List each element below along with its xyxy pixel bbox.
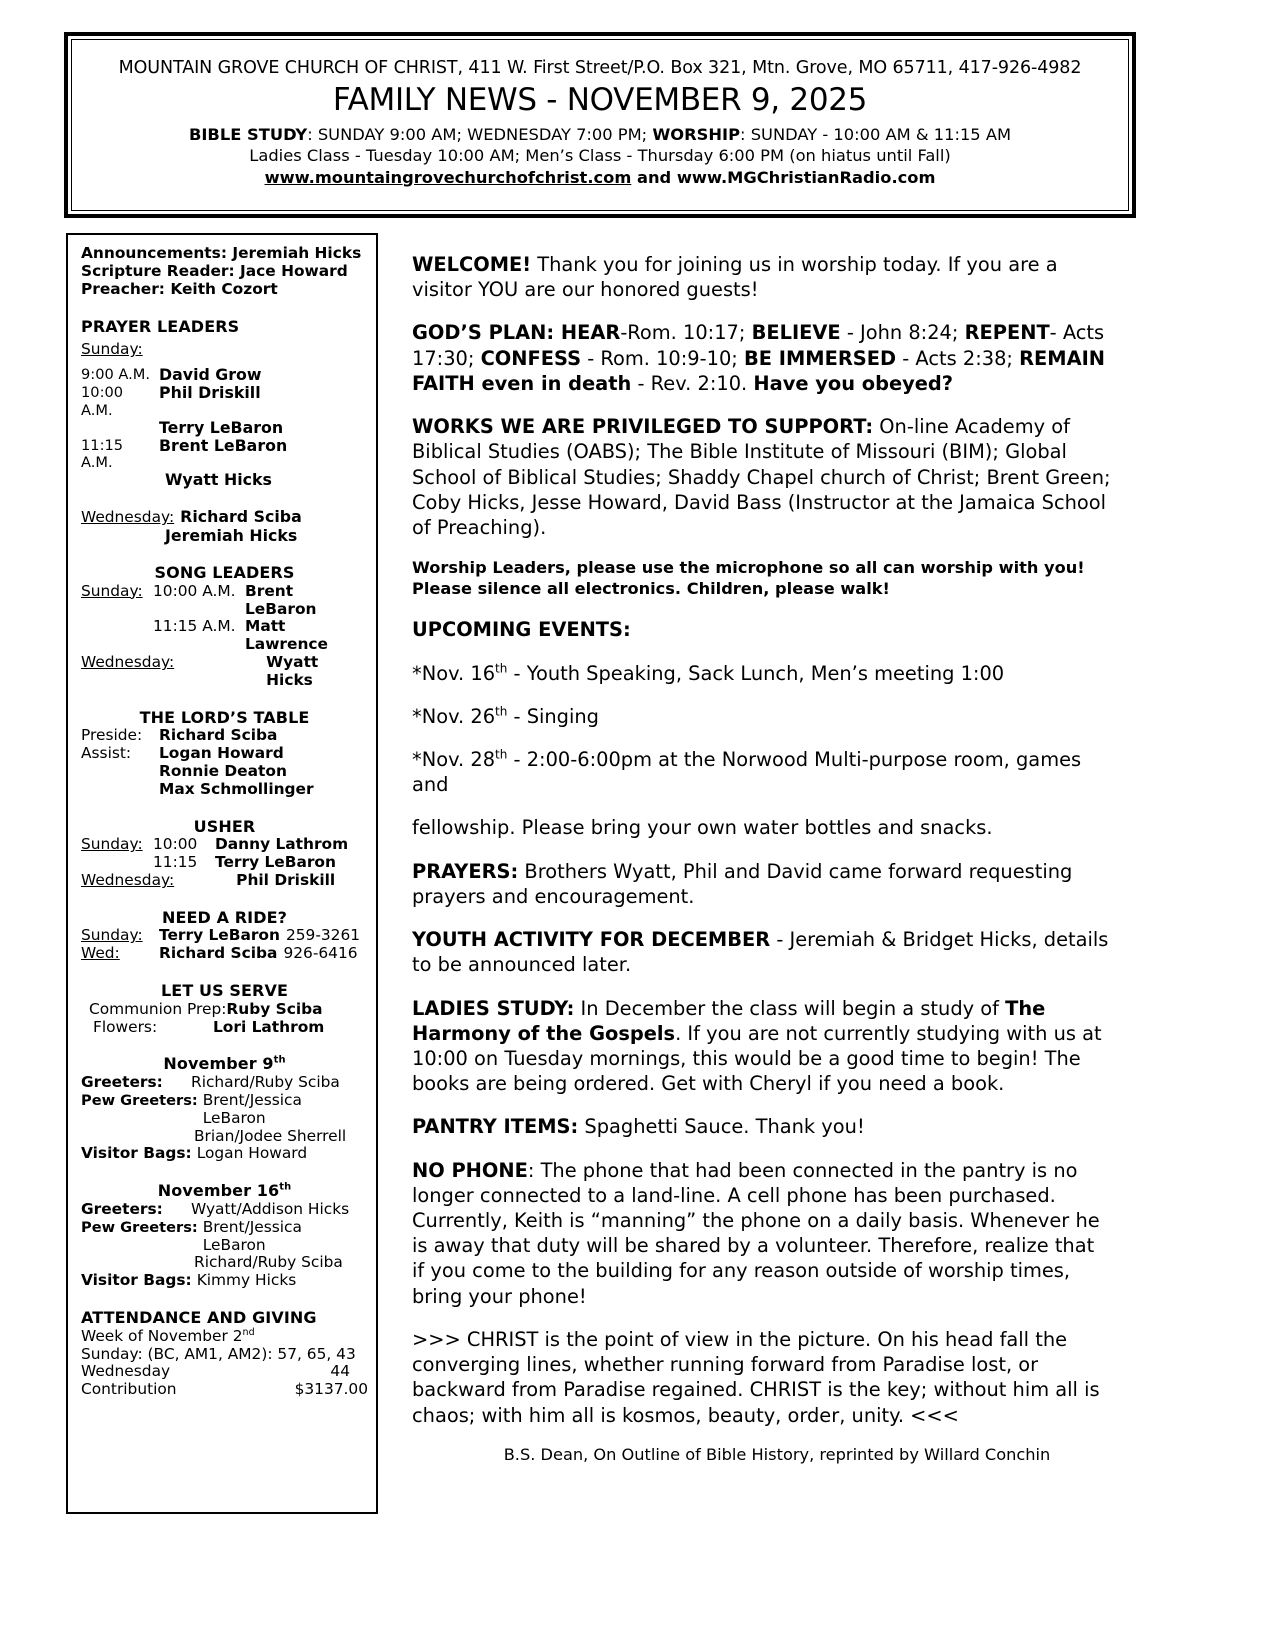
prayer-name: Brent LeBaron: [159, 435, 288, 455]
nov16-greeters-value: Wyatt/Addison Hicks: [191, 1199, 350, 1218]
website-conjunction: and: [631, 167, 677, 187]
prayer-wednesday-name: Jeremiah Hicks: [165, 525, 298, 545]
assist-label: Assist:: [81, 744, 132, 763]
event-item: [412, 704, 1112, 729]
flowers-row: [81, 1019, 368, 1037]
gods-plan-be-immersed-ref: - Acts 2:38;: [896, 346, 1020, 370]
song-leaders-heading: SONG LEADERS: [154, 563, 295, 583]
websites-line: [265, 167, 936, 189]
nov9-pew-greeters-value: Brian/Jodee Sherrell: [194, 1126, 347, 1145]
works-body: On-line Academy of Biblical Studies (OABS); The Bible Institute of Missouri (BIM); Global School of Biblical Studies; Shaddy Chapel church of Christ; Brent Green; Coby Hicks, Jesse Howard, David Bass (Instructor at the Jamaica School of Preaching).: [412, 415, 1111, 539]
event-text: - 2:00-6:00pm at the Norwood Multi-purpose room, games and: [412, 747, 1082, 797]
attendance-wednesday-value: 44: [330, 1362, 350, 1381]
lords-table-heading: THE LORD’S TABLE: [139, 707, 310, 727]
prayer-name: Wyatt Hicks: [165, 470, 272, 490]
youth-activity-heading: YOUTH ACTIVITY FOR DECEMBER: [412, 928, 771, 952]
classes-line: Ladies Class - Tuesday 10:00 AM; Men’s Class - Thursday 6:00 PM (on hiatus until Fall): [249, 146, 951, 166]
contribution-label: Contribution: [81, 1380, 177, 1399]
gods-plan-paragraph: [412, 320, 1112, 396]
no-phone-paragraph: [412, 1158, 1112, 1309]
church-address: MOUNTAIN GROVE CHURCH OF CHRIST, 411 W. First Street/P.O. Box 321, Mtn. Grove, MO 65711, 417-926-4982: [118, 57, 1082, 78]
event-date: *Nov. 28: [412, 747, 496, 771]
service-times-line: [189, 124, 1011, 146]
ladies-study-book-title: The Harmony of the Gospels: [412, 996, 1046, 1045]
event-date-ordinal: th: [495, 747, 508, 762]
assist-name: Ronnie Deaton: [159, 762, 287, 781]
nov9-pew-greeters-label: Pew Greeters:: [81, 1091, 198, 1109]
usher-name: Danny Lathrom: [215, 835, 349, 854]
event-date-ordinal: th: [495, 704, 508, 719]
announcements-row: [81, 245, 368, 263]
nov9-greeters-row: [81, 1074, 368, 1092]
preside-label: Preside:: [81, 726, 143, 745]
event-text: - Youth Speaking, Sack Lunch, Men’s meeting 1:00: [507, 661, 1005, 685]
gods-plan-heading: GOD’S PLAN:: [412, 321, 561, 345]
event-date-ordinal: th: [495, 661, 508, 676]
gods-plan-confess-ref: - Rom. 10:9-10;: [581, 346, 744, 370]
usher-heading: USHER: [193, 816, 256, 836]
prayer-wednesday-label: Wednesday:: [81, 508, 175, 527]
gods-plan-believe: BELIEVE: [751, 321, 841, 345]
gods-plan-question: Have you obeyed?: [753, 371, 954, 395]
gods-plan-be-immersed: BE IMMERSED: [744, 346, 897, 370]
attendance-wednesday-label: Wednesday: [81, 1362, 171, 1381]
nov9-visitor-bags-label: Visitor Bags:: [81, 1144, 192, 1163]
prayers-paragraph: [412, 859, 1112, 909]
event-date: *Nov. 26: [412, 704, 496, 728]
prayer-name: Phil Driskill: [159, 383, 261, 403]
nov16-heading: [81, 1182, 368, 1201]
prayer-name: Terry LeBaron: [159, 417, 284, 437]
assist-name: Logan Howard: [159, 744, 284, 763]
usher-sunday-row: [81, 836, 368, 854]
prayer-wednesday-name: Richard Sciba: [180, 507, 302, 527]
ride-wed-phone: 926-6416: [283, 944, 358, 963]
preacher-row: [81, 281, 368, 299]
nov16-visitor-bags-value: Kimmy Hicks: [196, 1271, 297, 1290]
preside-row: [81, 727, 368, 745]
prayer-name: David Grow: [159, 364, 262, 384]
ride-sunday-phone: 259-3261: [285, 926, 361, 945]
scripture-reader-label: Scripture Reader:: [81, 261, 241, 280]
song-wednesday-label: Wednesday:: [81, 653, 175, 672]
welcome-paragraph: [412, 252, 1112, 302]
website-primary-link[interactable]: www.mountaingrovechurchofchrist.com: [264, 167, 632, 187]
announcements-label: Announcements:: [81, 244, 233, 262]
ladies-study-body-2: . If you are not currently studying with us at 10:00 on Tuesday mornings, this would be a good time to begin! The books are being ordered. Get with Cheryl if you need a book.: [412, 1021, 1102, 1096]
attendance-wednesday-row: [81, 1363, 368, 1381]
bulletin-title: FAMILY NEWS - NOVEMBER 9, 2025: [332, 81, 868, 118]
welcome-heading: WELCOME!: [412, 253, 532, 276]
attendance-sunday-line: Sunday: (BC, AM1, AM2): 57, 65, 43: [81, 1344, 356, 1363]
communion-prep-row: [81, 1001, 368, 1019]
welcome-body: Thank you for joining us in worship today. If you are a visitor YOU are our honored guests!: [412, 253, 1058, 302]
need-a-ride-heading: NEED A RIDE?: [161, 907, 288, 927]
let-us-serve-heading: LET US SERVE: [161, 981, 288, 1001]
servants-sidebar: [66, 233, 378, 1514]
gods-plan-repent-ref: - Acts 17:30;: [412, 321, 1105, 370]
prayers-heading: PRAYERS:: [412, 859, 519, 883]
masthead-banner: [64, 32, 1136, 218]
works-heading: WORKS WE ARE PRIVILEGED TO SUPPORT:: [412, 415, 874, 439]
worship-label: WORSHIP: [652, 124, 741, 144]
ride-sunday-name: Terry LeBaron: [159, 926, 280, 945]
upcoming-events-heading: UPCOMING EVENTS:: [412, 618, 631, 642]
closing-quote: >>> CHRIST is the point of view in the picture. On his head fall the converging lines, whether running forward from Paradise lost, or backward from Paradise regained. CHRIST is the key; without him all is chaos; with him all is kosmos, beauty, order, unity. <<<: [412, 1327, 1100, 1427]
youth-activity-paragraph: [412, 927, 1112, 977]
prayer-time: 9:00 A.M.: [81, 365, 151, 383]
prayer-wednesday-row: [81, 508, 368, 526]
ride-sunday-label: Sunday:: [81, 926, 143, 945]
scripture-reader-name: Jace Howard: [240, 261, 348, 280]
prayer-row: [81, 437, 368, 471]
usher-name: Terry LeBaron: [215, 853, 336, 872]
attendance-giving-block: [81, 1309, 368, 1399]
event-continuation: fellowship. Please bring your own water bottles and snacks.: [412, 816, 993, 840]
ladies-study-paragraph: [412, 996, 1112, 1097]
prayers-body: Brothers Wyatt, Phil and David came forward requesting prayers and encouragement.: [412, 859, 1073, 908]
nov9-visitor-bags-value: Logan Howard: [196, 1144, 308, 1163]
works-paragraph: [412, 414, 1112, 540]
let-us-serve-block: [81, 982, 368, 1036]
nov9-assignments-block: [81, 1055, 368, 1163]
masthead-inner: [71, 39, 1129, 211]
assist-row: [81, 781, 368, 799]
nov9-pew-greeters-value: Brent/Jessica LeBaron: [202, 1090, 302, 1127]
attendance-week-ordinal: nd: [242, 1326, 255, 1338]
ride-wed-label: Wed:: [81, 944, 120, 963]
flowers-name: Lori Lathrom: [213, 1017, 325, 1036]
prayer-row: [81, 384, 368, 418]
gods-plan-repent: REPENT: [964, 321, 1050, 345]
song-time: 11:15 A.M.: [153, 617, 236, 636]
preacher-label: Preacher:: [81, 279, 171, 298]
communion-prep-label: Communion Prep:: [89, 999, 227, 1018]
preacher-name: Keith Cozort: [170, 279, 278, 298]
nov16-assignments-block: [81, 1182, 368, 1290]
song-time: 10:00 A.M.: [153, 581, 236, 600]
assist-row: [81, 745, 368, 763]
gods-plan-hear: HEAR: [560, 321, 621, 345]
no-phone-body: : The phone that had been connected in the pantry is no longer connected to a land-line. A cell phone has been purchased. Currently, Keith is “manning” the phone on a daily basis. Whenever he is away that duty will be shared by a volunteer. Therefore, realize that if you come to the building for any reason outside of worship times, bring your phone!: [412, 1158, 1100, 1308]
nov16-pew-greeters-value: Richard/Ruby Sciba: [194, 1253, 343, 1272]
prayer-time: 10:00 A.M.: [81, 384, 124, 419]
song-row: [81, 618, 368, 654]
website-secondary-link[interactable]: www.MGChristianRadio.com: [676, 167, 936, 187]
usher-wednesday-label: Wednesday:: [81, 871, 175, 890]
preside-name: Richard Sciba: [159, 726, 278, 745]
no-phone-heading: NO PHONE: [412, 1158, 528, 1182]
prayer-sunday-label: Sunday:: [81, 340, 143, 359]
nov16-visitor-bags-label: Visitor Bags:: [81, 1271, 192, 1290]
attendance-week-label: Week of November 2: [81, 1326, 243, 1345]
nov9-heading-text: November 9: [163, 1054, 274, 1074]
announcements-name: Jeremiah Hicks: [232, 244, 362, 262]
pantry-heading: PANTRY ITEMS:: [412, 1115, 579, 1139]
lords-table-block: [81, 709, 368, 799]
attendance-week: [81, 1328, 368, 1346]
ride-wed-name: Richard Sciba: [159, 944, 278, 963]
pantry-paragraph: [412, 1114, 1112, 1139]
song-name: Brent LeBaron: [245, 581, 317, 618]
bible-study-label: BIBLE STUDY: [188, 124, 308, 144]
usher-time: 10:00: [153, 835, 198, 854]
song-leaders-block: [81, 564, 368, 690]
nov9-greeters-label: Greeters:: [81, 1073, 163, 1091]
ride-wed-row: [81, 945, 368, 963]
usher-block: [81, 818, 368, 890]
communion-prep-name: Ruby Sciba: [226, 999, 323, 1018]
pantry-body: Spaghetti Sauce. Thank you!: [578, 1115, 865, 1139]
song-name: Matt Lawrence: [245, 617, 328, 654]
gods-plan-believe-ref: - John 8:24;: [840, 321, 965, 345]
event-item: [412, 747, 1112, 797]
nov16-pew-greeters-label: Pew Greeters:: [81, 1218, 198, 1236]
youth-activity-body: - Jeremiah & Bridget Hicks, details to be announced later.: [412, 928, 1109, 977]
attendance-heading: ATTENDANCE AND GIVING: [81, 1308, 317, 1328]
worship-notice: Worship Leaders, please use the microphone so all can worship with you! Please silence all electronics. Children, please walk!: [412, 558, 1085, 598]
song-sunday-label: Sunday:: [81, 581, 143, 600]
nov9-pew-greeters-row: [81, 1092, 368, 1128]
prayer-row: [81, 366, 368, 384]
nov16-heading-ordinal: th: [279, 1181, 292, 1193]
quote-attribution: B.S. Dean, On Outline of Bible History, reprinted by Willard Conchin: [503, 1444, 1051, 1464]
usher-wednesday-name: Phil Driskill: [236, 871, 336, 890]
need-a-ride-block: [81, 909, 368, 963]
upcoming-events-block: [412, 617, 1112, 840]
song-wednesday-name: Wyatt Hicks: [266, 653, 319, 689]
usher-wednesday-row: [81, 872, 368, 890]
nov16-greeters-label: Greeters:: [81, 1199, 163, 1218]
gods-plan-hear-ref: -Rom. 10:17;: [620, 321, 752, 345]
roles-block: [81, 245, 368, 299]
prayer-leaders-heading: PRAYER LEADERS: [81, 316, 240, 336]
nov9-visitor-bags-row: [81, 1145, 368, 1163]
event-date: *Nov. 16: [412, 661, 496, 685]
nov16-greeters-row: [81, 1201, 368, 1219]
gods-plan-remain-ref: - Rev. 2:10.: [631, 371, 754, 395]
scripture-reader-row: [81, 263, 368, 281]
prayer-leaders-block: [81, 318, 368, 546]
worship-times: : SUNDAY - 10:00 AM & 11:15 AM: [740, 124, 1012, 144]
assist-name: Max Schmollinger: [159, 779, 314, 798]
contribution-row: [81, 1381, 368, 1399]
nov9-heading-ordinal: th: [273, 1055, 286, 1067]
song-sunday-row: [81, 583, 368, 619]
gods-plan-remain: REMAIN FAITH even in death: [412, 346, 1106, 395]
nov9-greeters-value: Richard/Ruby Sciba: [191, 1073, 340, 1091]
event-item: [412, 661, 1112, 686]
prayer-time: 11:15 A.M.: [81, 436, 124, 471]
usher-time: 11:15: [153, 853, 198, 872]
nov16-visitor-bags-row: [81, 1272, 368, 1290]
ride-sunday-row: [81, 927, 368, 945]
usher-row: [81, 854, 368, 872]
ladies-study-body-1: In December the class will begin a study of: [574, 996, 1006, 1020]
flowers-label: Flowers:: [93, 1017, 158, 1036]
contribution-value: $3137.00: [294, 1380, 368, 1399]
nov9-heading: [81, 1055, 368, 1074]
ladies-study-heading: LADIES STUDY:: [412, 996, 575, 1020]
song-wednesday-row: [81, 654, 368, 690]
main-content-column: [412, 252, 1112, 1465]
nov16-pew-greeters-value: Brent/Jessica LeBaron: [202, 1217, 302, 1254]
usher-sunday-label: Sunday:: [81, 835, 143, 854]
assist-row: [81, 763, 368, 781]
event-text: - Singing: [507, 704, 599, 728]
gods-plan-confess: CONFESS: [480, 346, 582, 370]
bible-study-times: : SUNDAY 9:00 AM; WEDNESDAY 7:00 PM;: [307, 124, 653, 144]
nov16-pew-greeters-row: [81, 1219, 368, 1255]
nov16-heading-text: November 16: [157, 1181, 280, 1201]
